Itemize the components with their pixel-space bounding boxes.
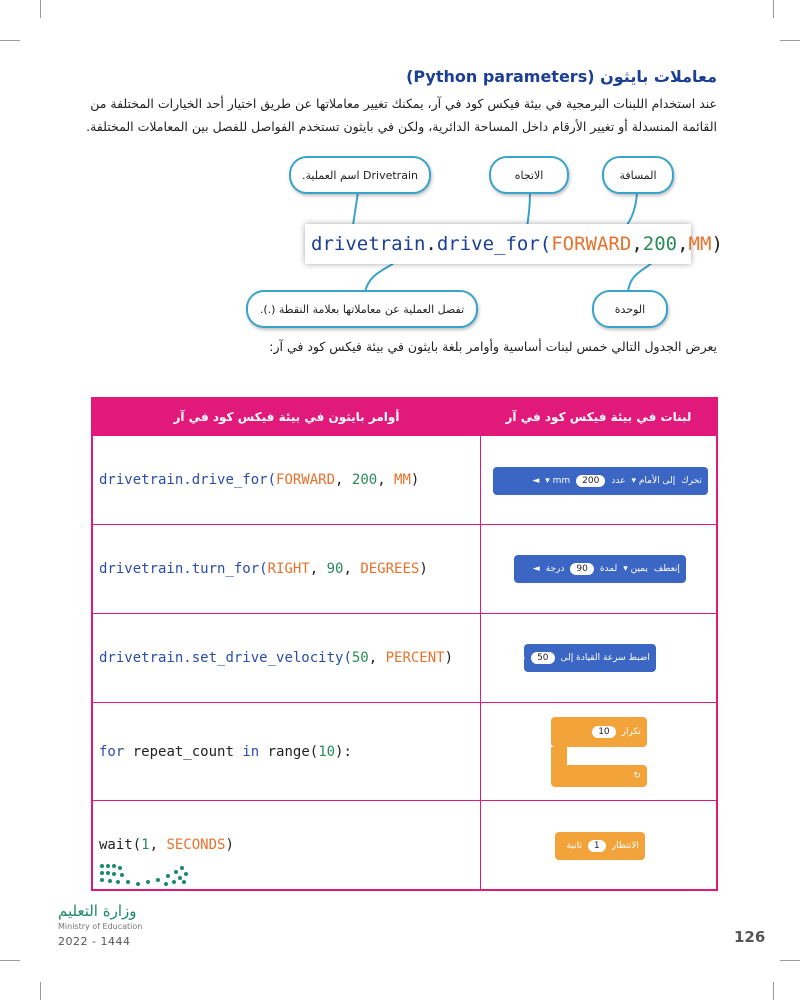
code-comma: , — [149, 836, 167, 853]
code-arg: FORWARD — [276, 472, 336, 488]
block-label: الانتظار — [611, 841, 639, 851]
direction-dropdown: إلى الأمام ▾ — [631, 476, 676, 486]
repeat-block-end — [551, 765, 647, 787]
ministry-name-arabic: وزارة التعليم — [58, 902, 137, 920]
code-comma: , — [631, 233, 643, 255]
callout-unit: الوحدة — [592, 290, 668, 328]
block-label: إنعطف — [653, 564, 680, 574]
callout-separator: تفصل العملية عن معاملاتها بعلامة النقطة (.). — [246, 290, 478, 328]
code-arg: 1 — [141, 836, 150, 853]
code-object: drivetrain — [99, 561, 184, 577]
value-pill: 200 — [576, 475, 605, 487]
code-arg: PERCENT — [385, 650, 445, 666]
callout-distance: المسافة — [602, 156, 674, 194]
code-comma: , — [677, 233, 689, 255]
unit-label: % — [516, 653, 526, 663]
header-blocks: لبنات في بيئة فيكس كود في آر — [480, 398, 717, 436]
code-comma: , — [368, 650, 386, 666]
crop-mark — [773, 982, 774, 1000]
block-label: تحرك — [681, 476, 702, 486]
edition-year: 2022 - 1444 — [58, 935, 131, 948]
table-row — [92, 703, 717, 801]
code-distance: 200 — [642, 233, 678, 255]
block-label: عدد — [611, 476, 626, 486]
wait-block — [555, 832, 645, 860]
arrow-left-icon: ◄ — [532, 564, 540, 574]
block-cell — [480, 614, 717, 703]
code-object: drivetrain — [99, 650, 184, 666]
code-direction: FORWARD — [551, 233, 632, 255]
block-cell — [480, 525, 717, 614]
code-arg: DEGREES — [360, 561, 420, 577]
code-keyword: in — [242, 743, 260, 760]
block-label: تكرار — [621, 727, 641, 737]
code-keyword: for — [99, 743, 125, 760]
loop-icon: ↻ — [633, 771, 641, 781]
code-comma: , — [309, 561, 327, 577]
value-pill: 1 — [588, 840, 606, 852]
code-arg: 200 — [351, 472, 378, 488]
section-heading: معاملات بايثون (Python parameters) — [406, 67, 717, 86]
code-close: ): — [335, 743, 352, 760]
code-arg: RIGHT — [267, 561, 310, 577]
turn-for-block — [514, 555, 686, 583]
unit-dropdown: mm ▾ — [545, 476, 571, 486]
block-label: اضبط سرعة القيادة إلى — [560, 653, 650, 663]
callout-direction: الاتجاه — [489, 156, 569, 194]
code-function: .set_drive_velocity( — [183, 650, 352, 666]
header-python: أوامر بايثون في بيئة فيكس كود في آر — [92, 398, 480, 436]
table-header-row — [92, 398, 717, 436]
code-comma: , — [343, 561, 361, 577]
set-velocity-block — [516, 644, 656, 672]
crop-mark — [40, 982, 41, 1000]
code-example — [305, 224, 723, 264]
code-function: .turn_for( — [183, 561, 268, 577]
code-close: ) — [711, 233, 723, 255]
callout-operation: Drivetrain اسم العملية. — [289, 156, 431, 194]
code-close: ) — [225, 836, 234, 853]
code-function: .drive_for( — [183, 472, 277, 488]
block-cell — [480, 801, 717, 890]
python-code-cell — [92, 703, 480, 801]
block-cell — [480, 703, 717, 801]
code-arg: 50 — [351, 650, 369, 666]
table-row — [92, 525, 717, 614]
direction-dropdown: يمين ▾ — [623, 564, 648, 574]
code-method: drive_for( — [436, 233, 552, 255]
unit-label: ثانية — [566, 841, 582, 851]
code-arg: 90 — [326, 561, 344, 577]
arrow-left-icon: ◄ — [532, 476, 540, 486]
block-label: لمدة — [599, 564, 618, 574]
page-number: 126 — [734, 928, 766, 946]
code-arg: SECONDS — [166, 836, 226, 853]
crop-mark — [0, 960, 20, 961]
intro-paragraph: عند استخدام اللبنات البرمجية في بيئة فيكس كود في آر، يمكنك تغيير معاملاتها عن طريق اختيار أحد الخيارات المختلفة من القائمة المنسدلة أو تغيير الأرقام داخل المساحة الدائرية، ولكن في بايثون تستخدم الفواصل للفصل بين المعاملات المختلفة. — [86, 96, 717, 134]
drive-for-block — [493, 467, 708, 495]
block-cell — [480, 436, 717, 525]
code-dot: . — [425, 233, 437, 255]
code-function: wait( — [99, 836, 142, 853]
table-row — [92, 436, 717, 525]
code-arg: MM — [394, 472, 411, 488]
crop-mark — [780, 960, 800, 961]
code-function: range( — [259, 743, 319, 760]
python-code-cell — [92, 436, 480, 525]
table-row — [92, 614, 717, 703]
table-caption: يعرض الجدول التالي خمس لبنات أساسية وأوامر بلغة بايثون في بيئة فيكس كود في آر: — [269, 339, 717, 354]
ministry-logo-icon — [98, 862, 190, 890]
ministry-name-english: Ministry of Education — [58, 922, 143, 931]
code-close: ) — [410, 472, 420, 488]
code-close: ) — [444, 650, 454, 666]
block-label: درجة — [545, 564, 565, 574]
value-pill: 90 — [570, 563, 593, 575]
repeat-block — [551, 717, 647, 747]
code-variable: repeat_count — [124, 743, 243, 760]
code-object: drivetrain — [99, 472, 184, 488]
value-pill: 50 — [531, 652, 554, 664]
code-comma: , — [335, 472, 352, 488]
commands-table — [91, 397, 718, 891]
code-object: drivetrain — [311, 233, 426, 255]
code-comma: , — [377, 472, 395, 488]
value-pill: 10 — [592, 726, 615, 738]
code-arg: 10 — [318, 743, 336, 760]
code-unit: MM — [688, 233, 712, 255]
python-code-cell — [92, 525, 480, 614]
python-code-cell — [92, 614, 480, 703]
code-close: ) — [419, 561, 428, 577]
